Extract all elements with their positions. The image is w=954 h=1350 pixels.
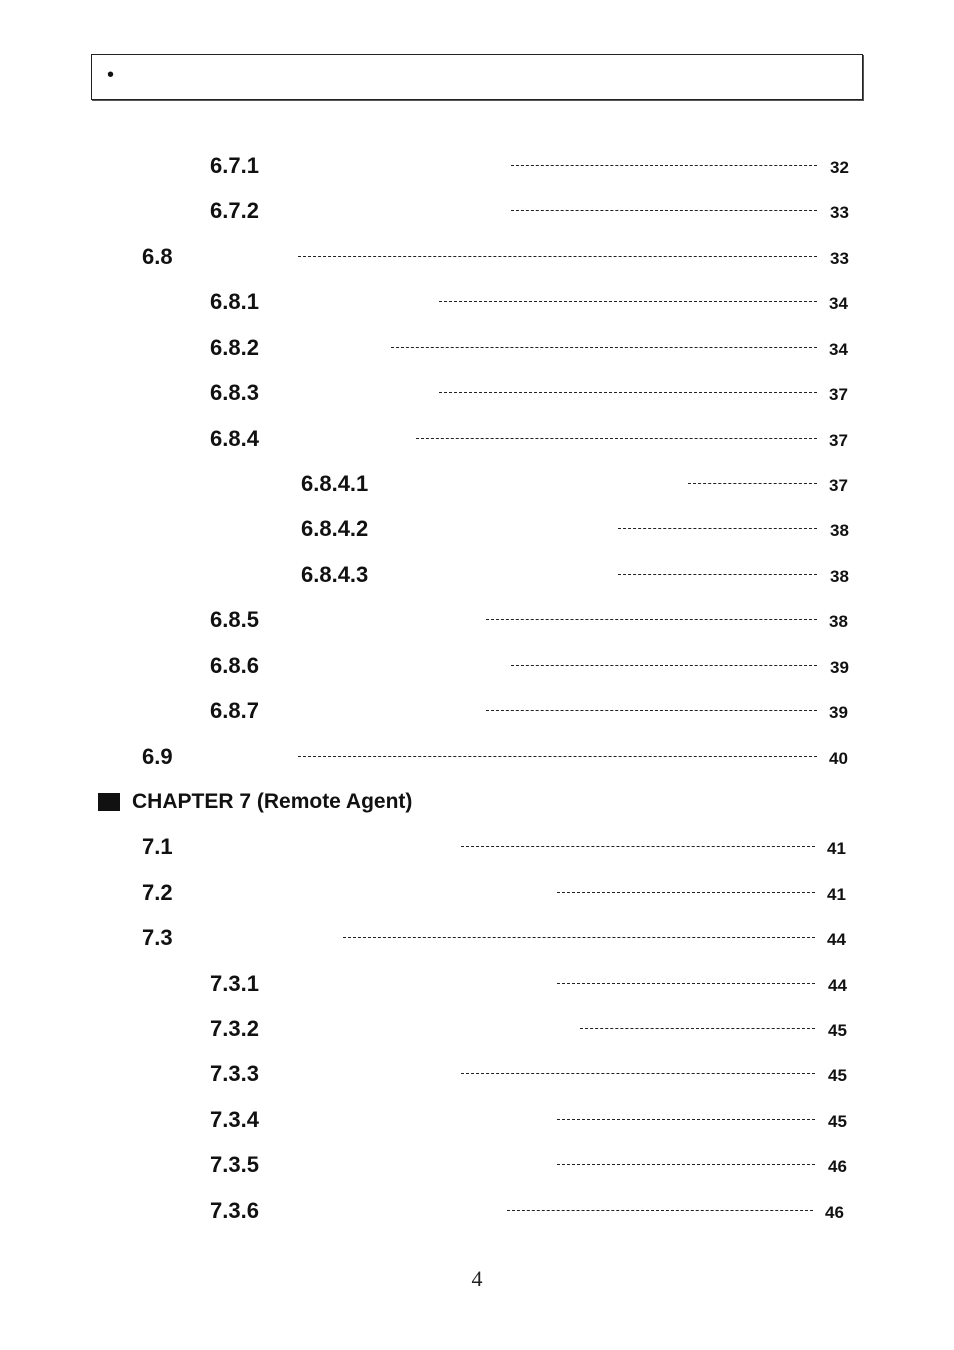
header-box [91, 54, 863, 100]
toc-entry-page: 37 [829, 431, 848, 450]
toc-entry-number: 6.8 [142, 244, 173, 269]
toc-entry-page: 39 [829, 703, 848, 722]
toc-entry-page: 38 [830, 521, 849, 540]
toc-leader [439, 301, 817, 302]
toc-entry-number: 6.8.4 [210, 426, 259, 451]
toc-entry-number: 7.3.4 [210, 1107, 259, 1132]
toc-entry[interactable] [0, 1196, 954, 1226]
toc-entry[interactable] [0, 832, 954, 862]
toc-leader [511, 665, 817, 666]
toc-entry-number: 7.3.2 [210, 1016, 259, 1041]
toc-leader [343, 937, 815, 938]
toc-leader [511, 210, 817, 211]
toc-entry[interactable] [0, 651, 954, 681]
toc-entry-page: 45 [828, 1112, 847, 1131]
toc-entry[interactable] [0, 242, 954, 272]
toc-entry-number: 6.8.4.2 [301, 516, 369, 541]
header-bullet: • [107, 64, 115, 86]
toc-leader [461, 1073, 815, 1074]
toc-entry-number: 6.8.1 [210, 289, 259, 314]
toc-entry-page: 45 [828, 1021, 847, 1040]
toc-leader [580, 1028, 815, 1029]
toc-entry[interactable] [0, 969, 954, 999]
page-number: 4 [471, 1266, 483, 1291]
toc-entry-number: 6.8.4.1 [301, 471, 369, 496]
toc-leader [688, 483, 817, 484]
toc-entry[interactable] [0, 196, 954, 226]
toc-entry-page: 37 [829, 476, 848, 495]
toc-entry-page: 39 [830, 658, 849, 677]
toc-entry-page: 34 [829, 340, 848, 359]
toc-entry-page: 40 [829, 749, 848, 768]
toc-entry-page: 41 [827, 885, 846, 904]
toc-leader [618, 574, 817, 575]
toc-leader [486, 619, 817, 620]
toc-entry-number: 7.3.6 [210, 1198, 259, 1223]
square-bullet-icon [98, 793, 120, 811]
toc-leader [557, 892, 815, 893]
toc-entry[interactable] [0, 605, 954, 635]
toc-leader [511, 165, 817, 166]
toc-leader [416, 438, 817, 439]
toc-entry-page: 33 [830, 203, 849, 222]
toc-entry-page: 46 [828, 1157, 847, 1176]
toc-entry-number: 7.2 [142, 880, 173, 905]
toc-entry[interactable] [0, 923, 954, 953]
toc-entry[interactable] [0, 560, 954, 590]
toc-leader [507, 1210, 813, 1211]
toc-entry[interactable] [0, 151, 954, 181]
toc-entry-page: 46 [825, 1203, 844, 1222]
toc-entry[interactable] [0, 378, 954, 408]
toc-entry-number: 6.8.7 [210, 698, 259, 723]
toc-leader [298, 756, 817, 757]
toc-leader [557, 1119, 815, 1120]
toc-entry-page: 44 [828, 976, 847, 995]
toc-leader [557, 983, 815, 984]
toc-entry-number: 6.8.6 [210, 653, 259, 678]
toc-entry[interactable] [0, 1059, 954, 1089]
toc-entry-number: 6.8.3 [210, 380, 259, 405]
toc-entry-number: 6.9 [142, 744, 173, 769]
toc-entry-number: 6.8.4.3 [301, 562, 369, 587]
toc-leader [557, 1164, 815, 1165]
toc-entry[interactable] [0, 742, 954, 772]
toc-entry-number: 7.3.5 [210, 1152, 259, 1177]
toc-entry[interactable] [0, 333, 954, 363]
toc-entry-number: 7.3.3 [210, 1061, 259, 1086]
toc-entry-page: 37 [829, 385, 848, 404]
toc-entry-page: 41 [827, 839, 846, 858]
toc-leader [298, 256, 817, 257]
chapter-title: CHAPTER 7 (Remote Agent) [132, 790, 413, 813]
toc-entry[interactable] [0, 1014, 954, 1044]
toc-entry-page: 38 [829, 612, 848, 631]
toc-entry-number: 6.7.1 [210, 153, 259, 178]
toc-entry-number: 7.3 [142, 925, 173, 950]
toc-entry-number: 6.8.2 [210, 335, 259, 360]
toc-entry-page: 34 [829, 294, 848, 313]
toc-entry[interactable] [0, 514, 954, 544]
toc-leader [618, 528, 817, 529]
toc-entry-number: 6.7.2 [210, 198, 259, 223]
toc-entry-page: 32 [830, 158, 849, 177]
toc-entry[interactable] [0, 287, 954, 317]
toc-entry[interactable] [0, 1105, 954, 1135]
toc-leader [391, 347, 817, 348]
toc-entry-number: 7.1 [142, 834, 173, 859]
toc-entry-page: 45 [828, 1066, 847, 1085]
toc-leader [461, 846, 815, 847]
toc-leader [486, 710, 817, 711]
toc-entry[interactable] [0, 696, 954, 726]
toc-entry[interactable] [0, 424, 954, 454]
toc-entry-number: 6.8.5 [210, 607, 259, 632]
toc-entry-page: 38 [830, 567, 849, 586]
toc-entry[interactable] [0, 878, 954, 908]
toc-entry-page: 44 [827, 930, 846, 949]
toc-entry-number: 7.3.1 [210, 971, 259, 996]
toc-leader [439, 392, 817, 393]
toc-entry[interactable] [0, 1150, 954, 1180]
toc-entry[interactable] [0, 469, 954, 499]
toc-entry-page: 33 [830, 249, 849, 268]
